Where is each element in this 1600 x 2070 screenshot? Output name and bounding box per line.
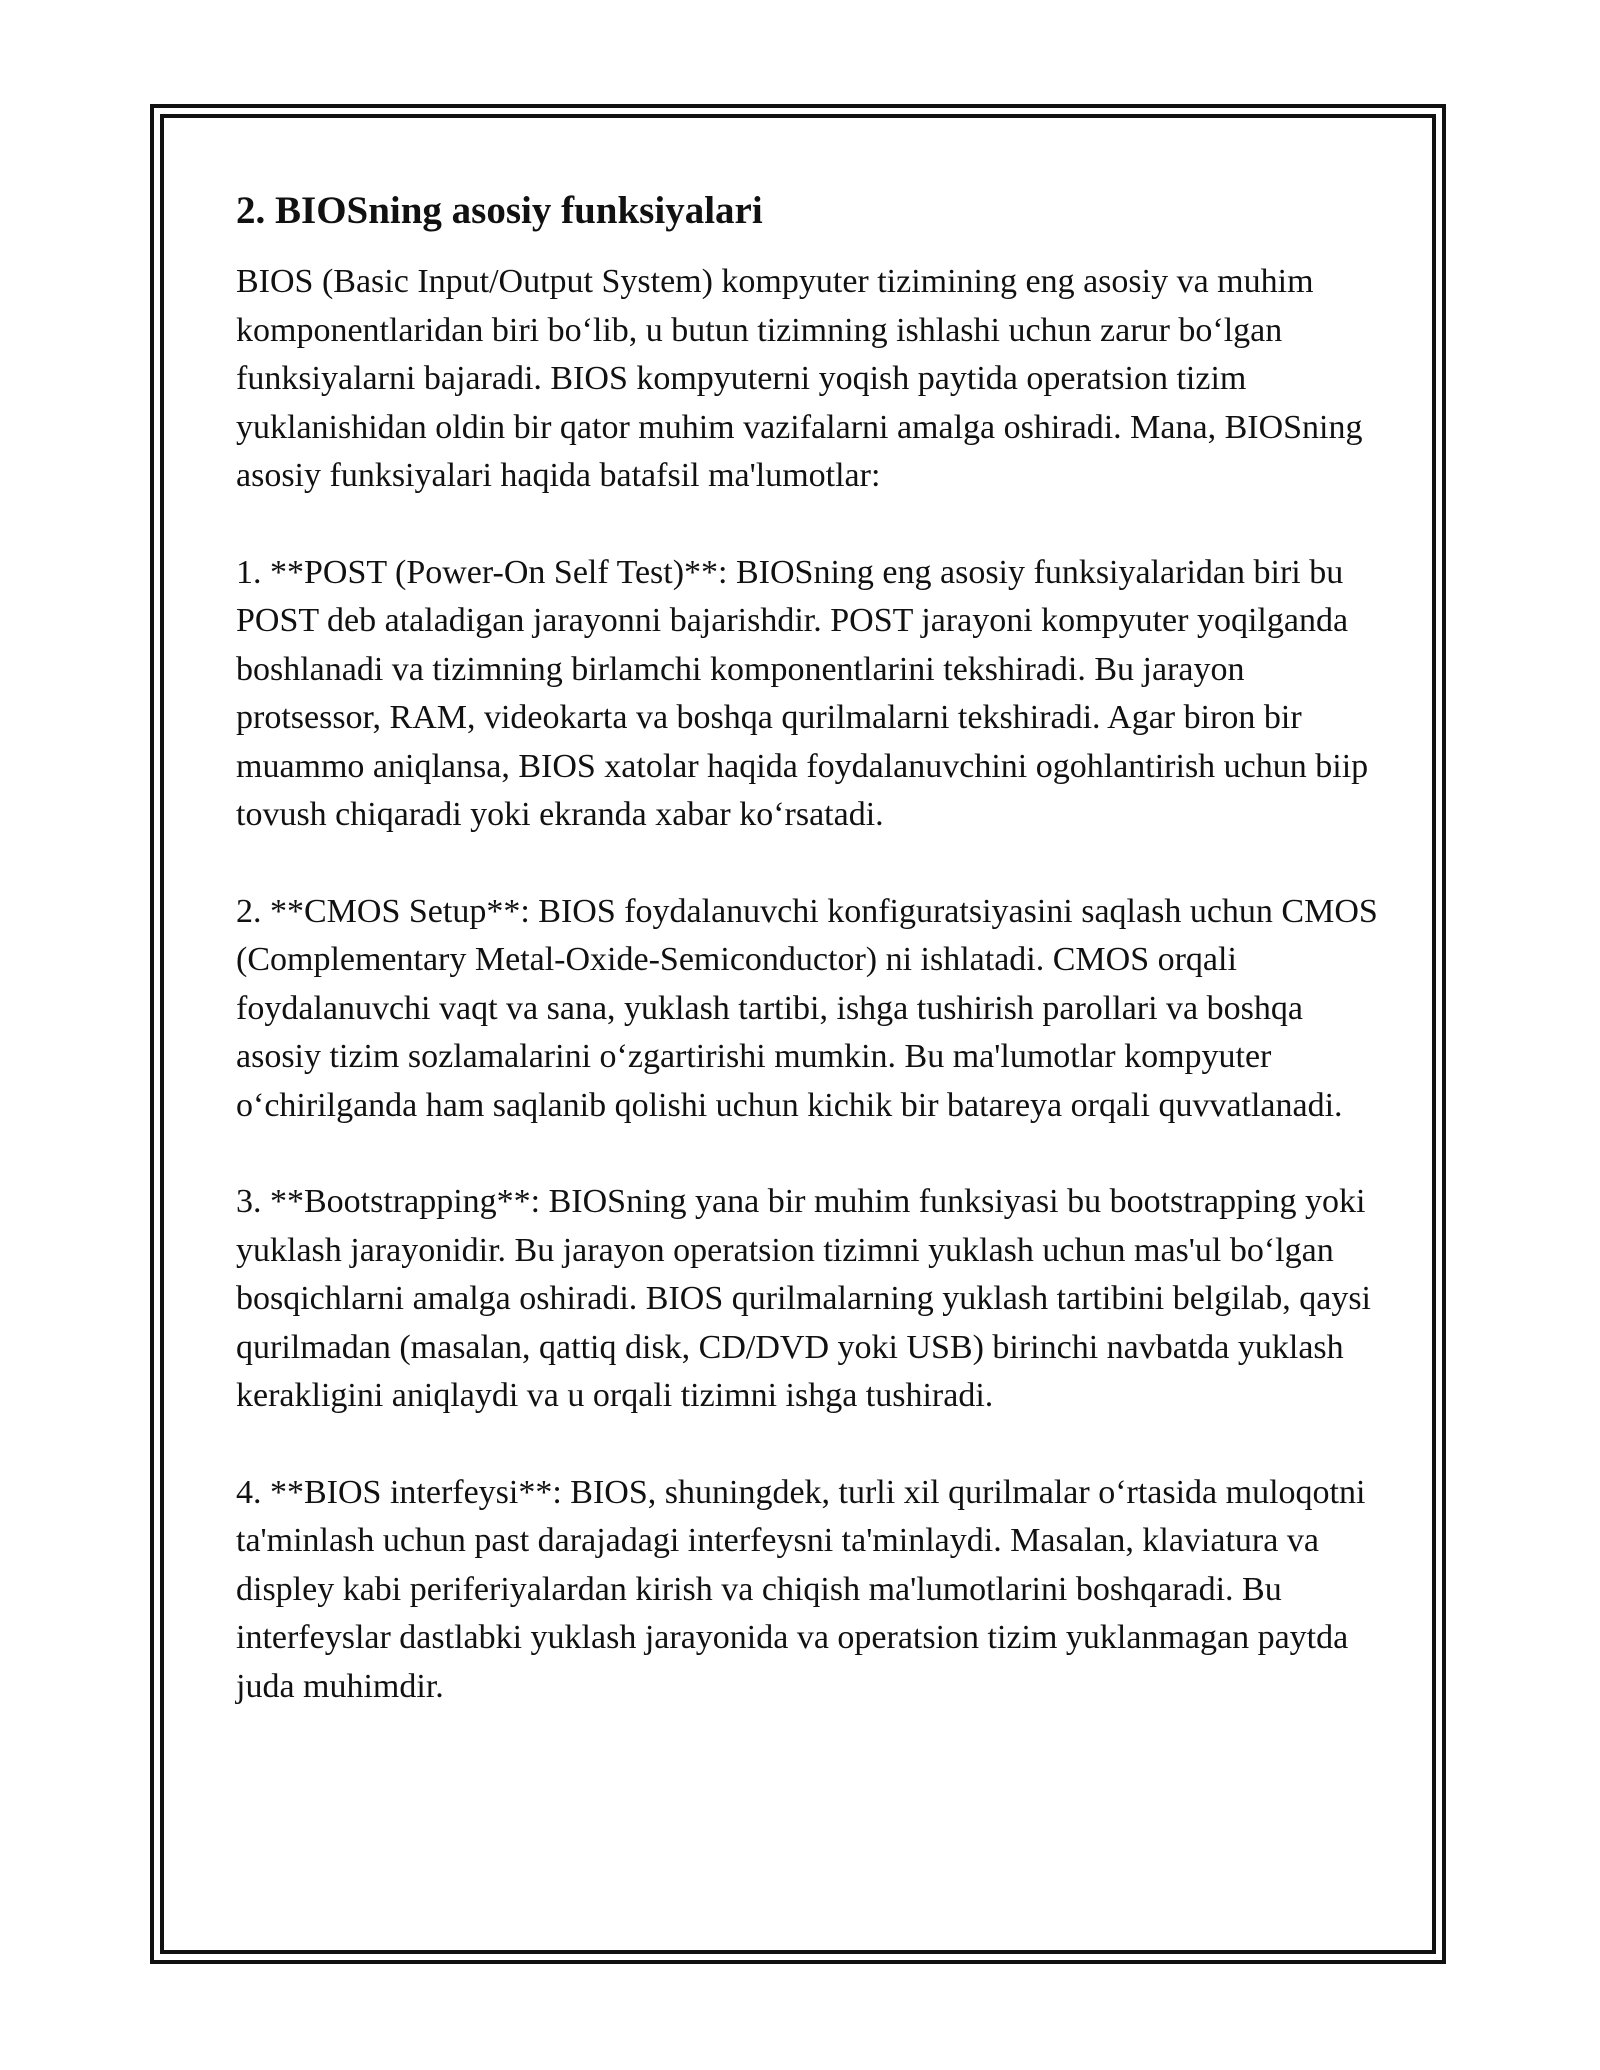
paragraph-bootstrapping: 3. **Bootstrapping**: BIOSning yana bir muhim funksiyasi bu bootstrapping yoki yuklash jarayonidir. Bu jarayon operatsion tizimni yuklash uchun mas'ul boʻlgan bosqichlarni amalga oshiradi. BIOS qurilmalarning yuklash tartibini belgilab, qaysi qurilmadan (masalan, qattiq disk, CD/DVD yoki USB) birinchi navbatda yuklash kerakligini aniqlaydi va u orqali tizimni ishga tushiradi. xyxy=(236,1183,1371,1414)
paragraph-bios-interface: 4. **BIOS interfeysi**: BIOS, shuningdek, turli xil qurilmalar oʻrtasida muloqotni ta'minlash uchun past darajadagi interfeysni ta'minlaydi. Masalan, klaviatura va displey kabi periferiyalardan kirish va chiqish ma'lumotlarini boshqaradi. Bu interfeyslar dastlabki yuklash jarayonida va operatsion tizim yuklanmagan paytda juda muhimdir. xyxy=(236,1473,1366,1705)
section-heading: 2. BIOSning asosiy funksiyalari xyxy=(236,189,763,232)
paragraph-post: 1. **POST (Power-On Self Test)**: BIOSning eng asosiy funksiyalaridan biri bu POST deb ataladigan jarayonni bajarishdir. POST jarayoni kompyuter yoqilganda boshlanadi va tizimning birlamchi komponentlarini tekshiradi. Bu jarayon protsessor, RAM, videokarta va boshqa qurilmalarni tekshiradi. Agar biron bir muammo aniqlansa, BIOS xatolar haqida foydalanuvchini ogohlantirish uchun biip tovush chiqaradi yoki ekranda xabar koʻrsatadi. xyxy=(236,553,1369,833)
paragraph-cmos-setup: 2. **CMOS Setup**: BIOS foydalanuvchi konfiguratsiyasini saqlash uchun CMOS (Complementary Metal-Oxide-Semiconductor) ni ishlatadi. CMOS orqali foydalanuvchi vaqt va sana, yuklash tartibi, ishga tushirish parollari va boshqa asosiy tizim sozlamalarini oʻzgartirishi mumkin. Bu ma'lumotlar kompyuter oʻchirilganda ham saqlanib qolishi uchun kichik bir batareya orqali quvvatlanadi. xyxy=(236,892,1378,1124)
document-body xyxy=(236,186,1386,1759)
intro-paragraph: BIOS (Basic Input/Output System) kompyuter tizimining eng asosiy va muhim komponentlaridan biri boʻlib, u butun tizimning ishlashi uchun zarur boʻlgan funksiyalarni bajaradi. BIOS kompyuterni yoqish paytida operatsion tizim yuklanishidan oldin bir qator muhim vazifalarni amalga oshiradi. Mana, BIOSning asosiy funksiyalari haqida batafsil ma'lumotlar: xyxy=(236,263,1363,494)
